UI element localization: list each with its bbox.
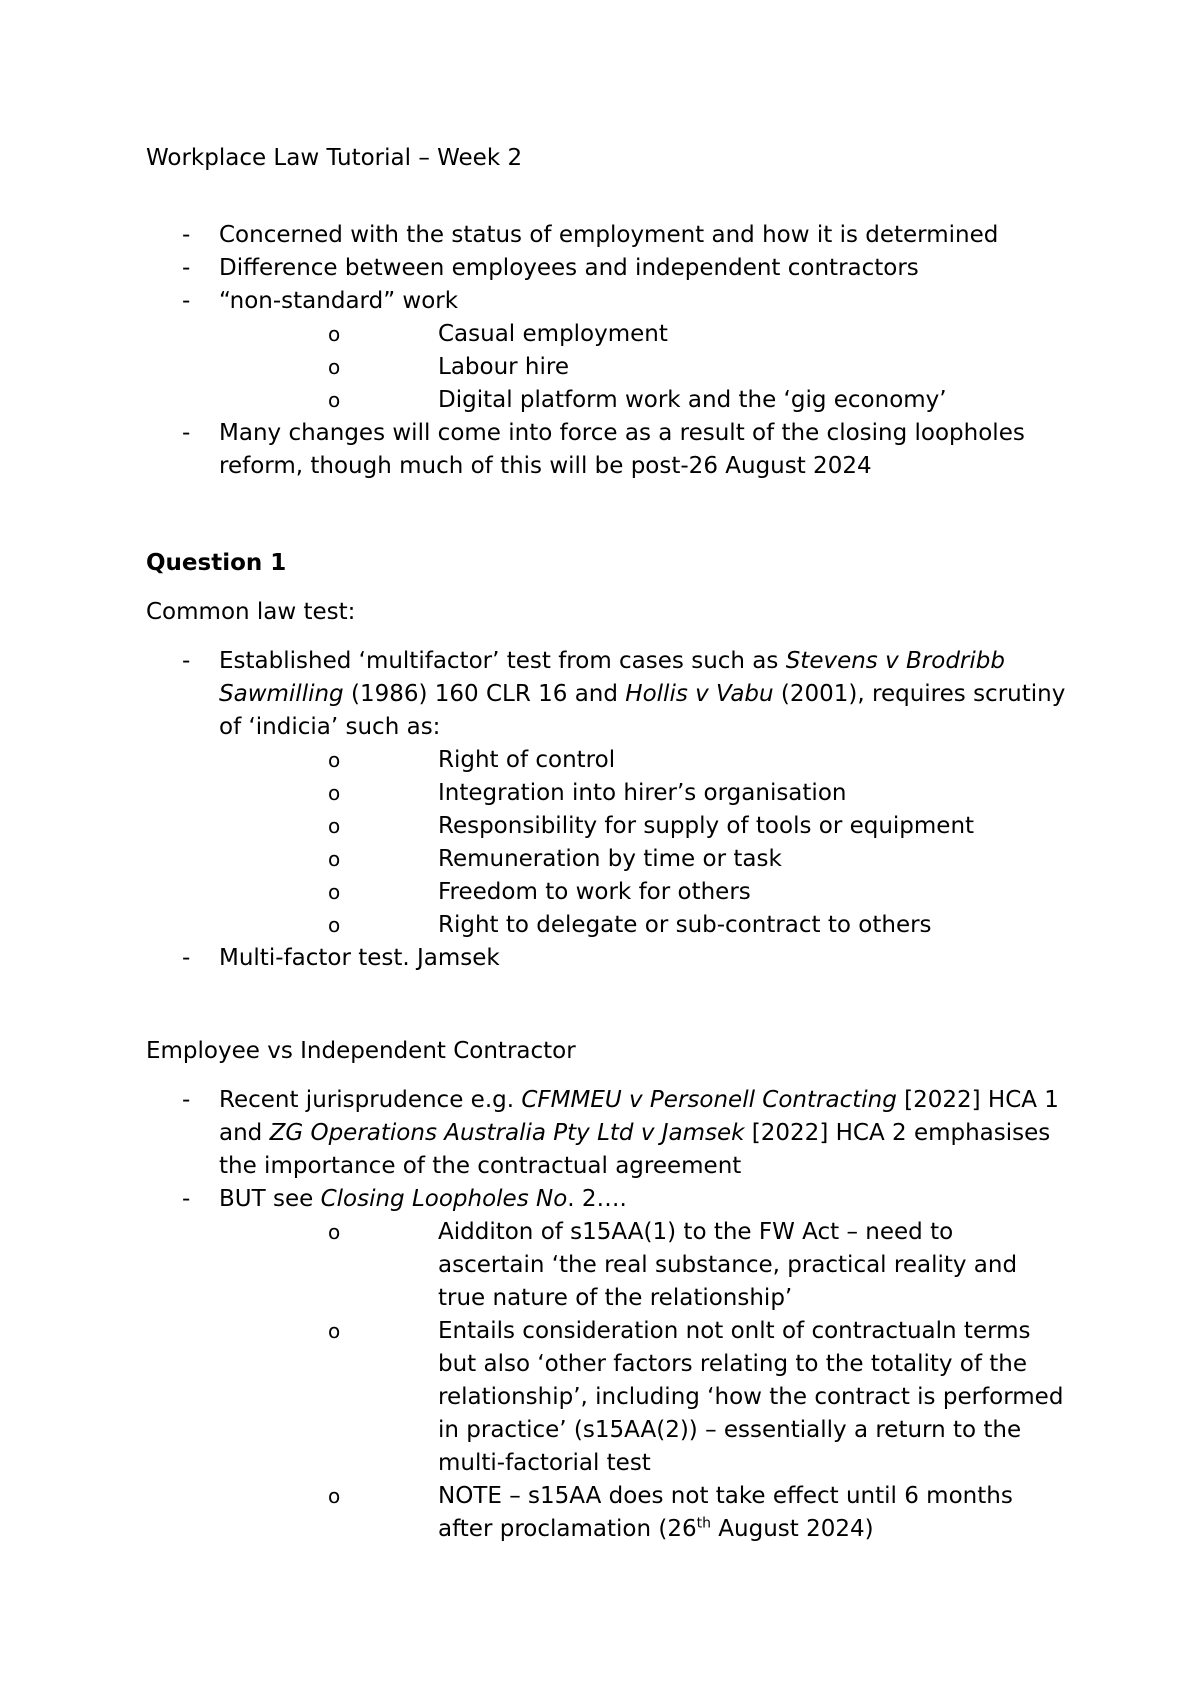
case-jamsek: ZG Operations Australia Pty Ltd v Jamsek: [269, 1120, 745, 1146]
case-hollis: Hollis v Vabu: [625, 681, 774, 707]
sub-item-s15aa1: o Aidditon of s15AA(1) to the FW Act – need to ascertain ‘the real substance, practical reality and true nature of the relationship’: [292, 1216, 1066, 1315]
indicia-item: o Responsibility for supply of tools or equipment: [292, 810, 1066, 843]
multifactor-item: - Multi-factor test. Jamsek: [146, 942, 1066, 975]
employee-vs-contractor-heading: Employee vs Independent Contractor: [146, 1038, 576, 1064]
indicia-item: o Integration into hirer’s organisation: [292, 777, 1066, 810]
indicia-item: o Right to delegate or sub-contract to others: [292, 909, 1066, 942]
sub-item-labour-hire: o Labour hire: [292, 351, 1066, 384]
indicia-item: o Remuneration by time or task: [292, 843, 1066, 876]
evc-list: [146, 1084, 1066, 1546]
case-stevens: Stevens v Brodribb Sawmilling: [219, 648, 1005, 707]
indicia-item: o Freedom to work for others: [292, 876, 1066, 909]
sub-item-note: o NOTE – s15AA does not take effect until 6 months after proclamation (26th August 2024): [292, 1480, 1066, 1546]
intro-item-status: - Concerned with the status of employment and how it is determined: [146, 219, 1066, 252]
non-standard-sublist: [219, 318, 1066, 417]
closing-loopholes-item: - BUT see Closing Loopholes No. 2…. o Aidditon of s15AA(1) to the FW Act – need to ascertain ‘the real substance, practical reality and true nature of the relationship’ o Entails consideration not onlt of contractualn terms but also ‘other factors relating to the totality of the relationship’, including ‘how the contract is performed in practice’ (s15AA(2)) – essentially a return to the multi-factorial test o NOTE – s15AA does not take effect until 6 months after proclamation (26th August 2024): [146, 1183, 1066, 1546]
intro-list: [146, 219, 1066, 483]
sub-item-casual: o Casual employment: [292, 318, 1066, 351]
indicia-list: [219, 744, 1066, 942]
sub-item-totality: o Entails consideration not onlt of contractualn terms but also ‘other factors relating to the totality of the relationship’, including ‘how the contract is performed in practice’ (s15AA(2)) – essentially a return to the multi-factorial test: [292, 1315, 1066, 1480]
common-law-list: [146, 645, 1066, 975]
closing-loopholes-sublist: [219, 1216, 1066, 1546]
intro-item-difference: - Difference between employees and independent contractors: [146, 252, 1066, 285]
case-cfmmeu: CFMMEU v Personell Contracting: [521, 1087, 897, 1113]
document-body: [146, 142, 1066, 1546]
question-1-heading: Question 1: [146, 550, 287, 576]
established-test-item: - Established ‘multifactor’ test from cases such as Stevens v Brodribb Sawmilling (1986) 160 CLR 16 and Hollis v Vabu (2001), requires scrutiny of ‘indicia’ such as: o Right of control o Integration into hirer’s organisation o Responsibility for supply of tools or equipment o Remuneration by time or task o Freedom to work for others o Right to delegate or sub-contract to others: [146, 645, 1066, 942]
sub-item-digital-platform: o Digital platform work and the ‘gig economy’: [292, 384, 1066, 417]
closing-loopholes-title: Closing Loopholes No: [320, 1186, 568, 1212]
intro-item-non-standard: - “non-standard” work o Casual employment o Labour hire o Digital platform work and the ‘gig economy’: [146, 285, 1066, 417]
common-law-label: Common law test:: [146, 599, 356, 625]
indicia-item: o Right of control: [292, 744, 1066, 777]
document-title: Workplace Law Tutorial – Week 2: [146, 145, 523, 171]
intro-item-changes: - Many changes will come into force as a result of the closing loopholes reform, though much of this will be post-26 August 2024: [146, 417, 1066, 483]
recent-jurisprudence-item: - Recent jurisprudence e.g. CFMMEU v Personell Contracting [2022] HCA 1 and ZG Operations Australia Pty Ltd v Jamsek [2022] HCA 2 emphasises the importance of the contractual agreement: [146, 1084, 1066, 1183]
